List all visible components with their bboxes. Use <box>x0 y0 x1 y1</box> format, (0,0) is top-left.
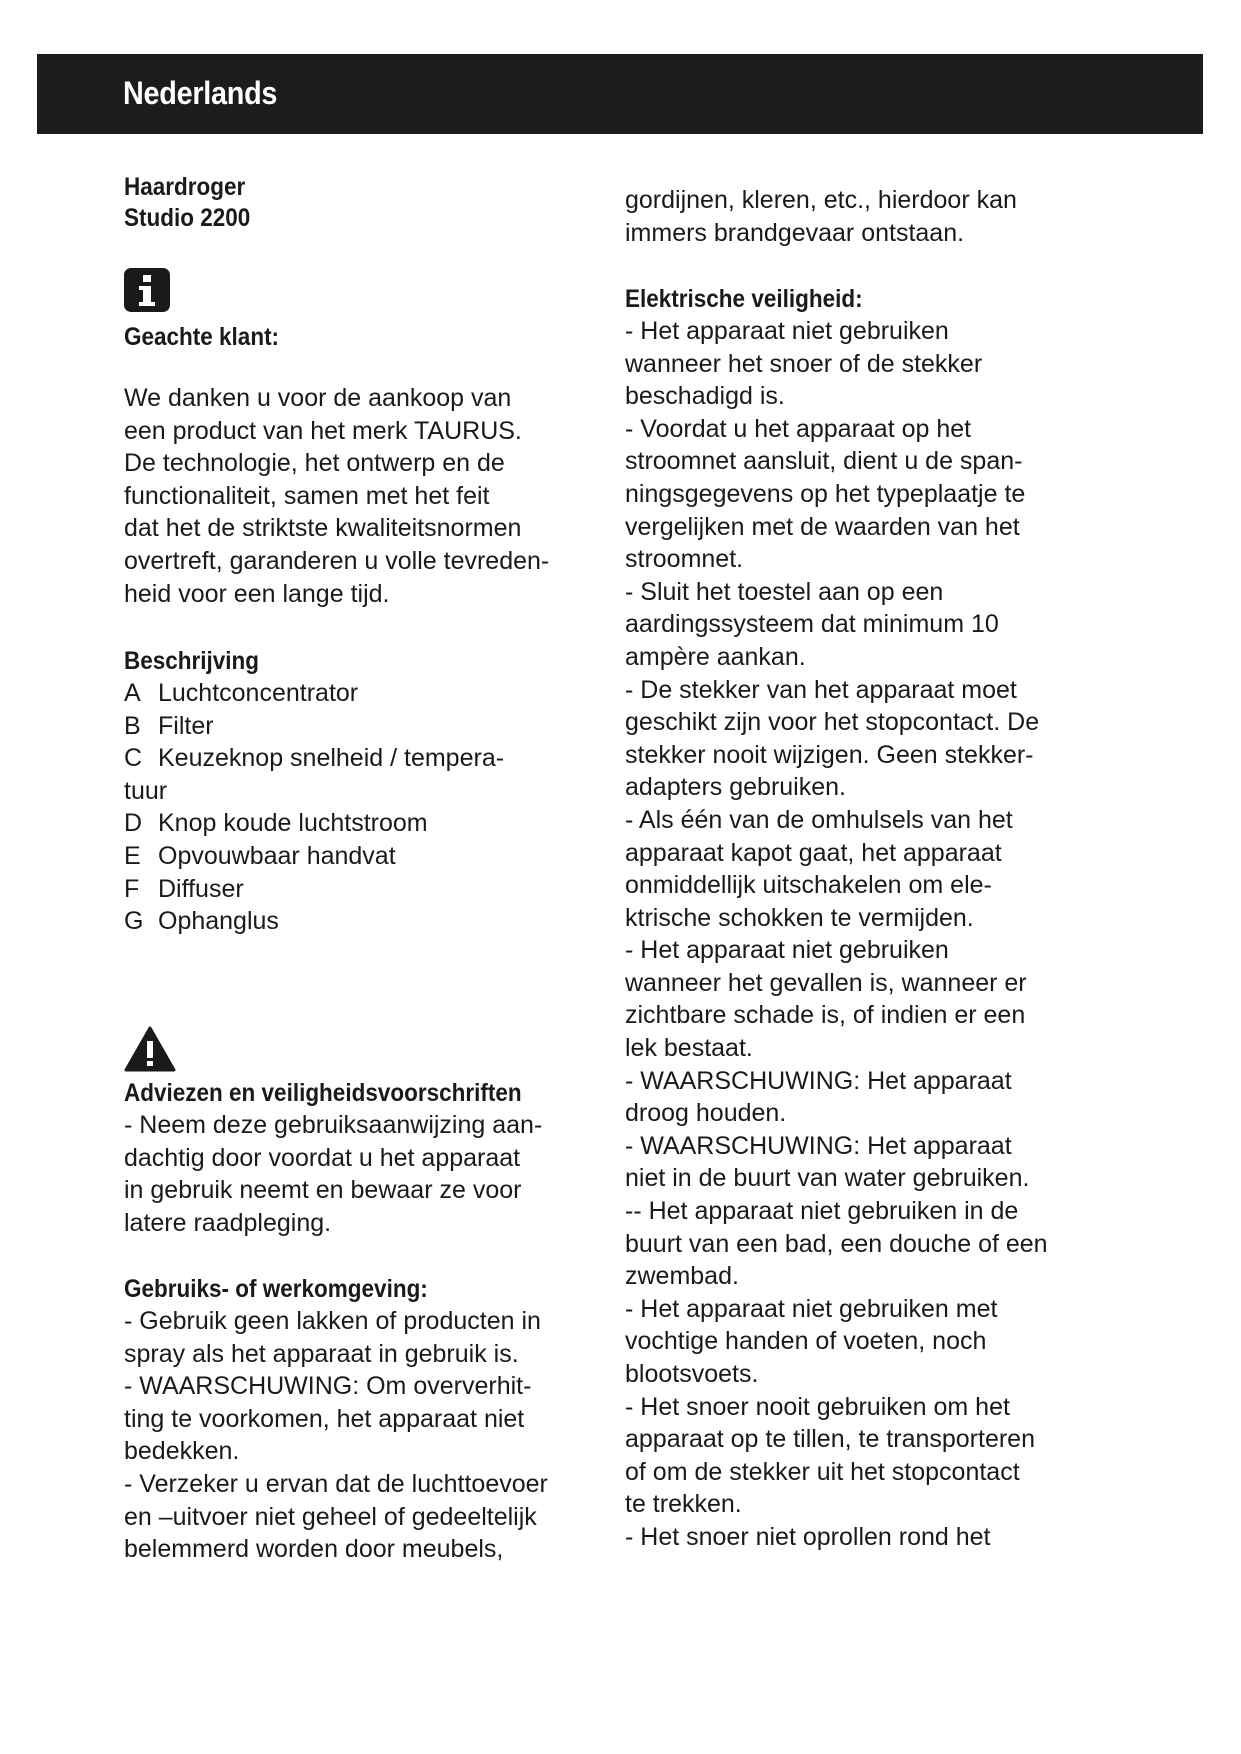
item-letter: E <box>124 841 141 870</box>
text-line: - Gebruik geen lakken of producten in <box>124 1307 541 1335</box>
item-text: Keuzeknop snelheid / tempera- <box>158 744 505 773</box>
text-line: - Het apparaat niet gebruiken <box>625 936 949 965</box>
text-line: gordijnen, kleren, etc., hierdoor kan <box>625 186 1017 214</box>
item-text: tuur <box>124 776 168 805</box>
text-line: of om de stekker uit het stopcontact <box>625 1457 1020 1486</box>
item-letter: A <box>124 679 141 707</box>
item-text: Ophanglus <box>158 907 279 936</box>
item-letter: G <box>124 907 144 936</box>
text-line: functionaliteit, samen met het feit <box>124 481 490 510</box>
greeting-section <box>124 322 604 353</box>
text-line: heid voor een lange tijd. <box>124 579 390 608</box>
header-bar <box>37 54 1203 134</box>
item-text: Diffuser <box>158 874 244 903</box>
description-item <box>124 710 604 743</box>
text-line: spray als het apparaat in gebruik is. <box>124 1339 519 1368</box>
text-line: - Het snoer nooit gebruiken om het <box>625 1392 1010 1421</box>
text-line: vochtige handen of voeten, noch <box>625 1327 987 1356</box>
text-line: stroomnet. <box>625 545 744 574</box>
text-line: in gebruik neemt en bewaar ze voor <box>124 1176 522 1205</box>
product-model: Studio 2200 <box>124 204 251 232</box>
text-line: overtreft, garanderen u volle tevreden- <box>124 546 550 575</box>
continuation-text <box>625 184 1105 249</box>
text-line: aardingssysteem dat minimum 10 <box>625 610 999 639</box>
description-item <box>124 905 604 938</box>
electrical-section <box>625 284 1105 1554</box>
text-line: droog houden. <box>625 1099 787 1128</box>
description-item <box>124 873 604 906</box>
environment-heading: Gebruiks- of werkomgeving: <box>124 1275 428 1303</box>
text-line: - Sluit het toestel aan op een <box>625 577 944 606</box>
item-letter: C <box>124 744 143 773</box>
text-line: ampère aankan. <box>625 642 806 671</box>
item-letter: F <box>124 874 140 903</box>
electrical-lines <box>625 315 1105 1554</box>
text-line: - Voordat u het apparaat op het <box>625 414 972 443</box>
text-line: - Als één van de omhulsels van het <box>625 805 1013 834</box>
text-line: ningsgegevens op het typeplaatje te <box>625 479 1026 508</box>
text-line: apparaat op te tillen, te transporteren <box>625 1425 1035 1454</box>
text-line: ting te voorkomen, het apparaat niet <box>124 1404 525 1433</box>
description-section <box>124 646 604 938</box>
text-line: stekker nooit wijzigen. Geen stekker- <box>625 740 1034 769</box>
text-line: - De stekker van het apparaat moet <box>625 675 1017 704</box>
text-line: wanneer het snoer of de stekker <box>625 349 983 378</box>
text-line: beschadigd is. <box>625 382 785 411</box>
text-line: ktrische schokken te vermijden. <box>625 903 974 932</box>
text-line: niet in de buurt van water gebruiken. <box>625 1164 1030 1193</box>
text-line: zwembad. <box>625 1262 739 1291</box>
text-line: dachtig door voordat u het apparaat <box>124 1143 521 1172</box>
warning-icon <box>124 1026 176 1072</box>
text-line: latere raadpleging. <box>124 1208 332 1237</box>
item-text: Filter <box>158 711 214 740</box>
text-line: - Het snoer niet oprollen rond het <box>625 1522 991 1551</box>
text-line: - WAARSCHUWING: Om oververhit- <box>124 1372 532 1401</box>
text-line: geschikt zijn voor het stopcontact. De <box>625 708 1040 737</box>
text-line: zichtbare schade is, of indien er een <box>625 1001 1026 1030</box>
description-item-continuation <box>124 775 604 808</box>
text-line: - Het apparaat niet gebruiken met <box>625 1294 998 1323</box>
safety-heading: Adviezen en veiligheidsvoorschriften <box>124 1079 522 1107</box>
greeting-text <box>124 382 604 610</box>
info-icon <box>124 268 170 312</box>
environment-section <box>124 1274 604 1566</box>
text-line: We danken u voor de aankoop van <box>124 384 512 412</box>
text-line: en –uitvoer niet geheel of gedeeltelijk <box>124 1502 537 1531</box>
text-line: onmiddellijk uitschakelen om ele- <box>625 871 992 900</box>
text-line: dat het de striktste kwaliteitsnormen <box>124 514 522 543</box>
text-line: adapters gebruiken. <box>625 773 846 802</box>
text-line: te trekken. <box>625 1490 742 1519</box>
text-line: buurt van een bad, een douche of een <box>625 1229 1048 1258</box>
text-line: immers brandgevaar ontstaan. <box>625 218 965 247</box>
product-name: Haardroger <box>124 173 246 201</box>
greeting-heading: Geachte klant: <box>124 323 280 351</box>
text-line: apparaat kapot gaat, het apparaat <box>625 838 1002 867</box>
description-item <box>124 742 604 775</box>
text-line: - WAARSCHUWING: Het apparaat <box>625 1131 1012 1160</box>
text-line: een product van het merk TAURUS. <box>124 416 522 445</box>
item-text: Luchtconcentrator <box>158 679 359 707</box>
text-line: - Neem deze gebruiksaanwijzing aan- <box>124 1111 543 1139</box>
electrical-heading: Elektrische veiligheid: <box>625 285 863 313</box>
item-text: Opvouwbaar handvat <box>158 841 396 870</box>
description-item <box>124 807 604 840</box>
description-heading: Beschrijving <box>124 647 260 675</box>
language-title: Nederlands <box>123 75 278 111</box>
text-line: - WAARSCHUWING: Het apparaat <box>625 1066 1012 1095</box>
text-line: lek bestaat. <box>625 1034 753 1063</box>
text-line: blootsvoets. <box>625 1360 759 1388</box>
safety-section <box>124 1078 604 1239</box>
text-line: -- Het apparaat niet gebruiken in de <box>625 1197 1019 1226</box>
description-item <box>124 677 604 710</box>
product-title <box>124 172 604 234</box>
item-letter: D <box>124 809 143 838</box>
text-line: wanneer het gevallen is, wanneer er <box>625 968 1027 997</box>
text-line: - Het apparaat niet gebruiken <box>625 317 949 345</box>
text-line: stroomnet aansluit, dient u de span- <box>625 447 1023 476</box>
text-line: bedekken. <box>124 1437 240 1466</box>
description-item <box>124 840 604 873</box>
text-line: De technologie, het ontwerp en de <box>124 449 505 478</box>
item-letter: B <box>124 711 141 740</box>
text-line: belemmerd worden door meubels, <box>124 1535 504 1564</box>
text-line: vergelijken met de waarden van het <box>625 512 1020 541</box>
item-text: Knop koude luchtstroom <box>158 809 428 838</box>
text-line: - Verzeker u ervan dat de luchttoevoer <box>124 1469 548 1498</box>
